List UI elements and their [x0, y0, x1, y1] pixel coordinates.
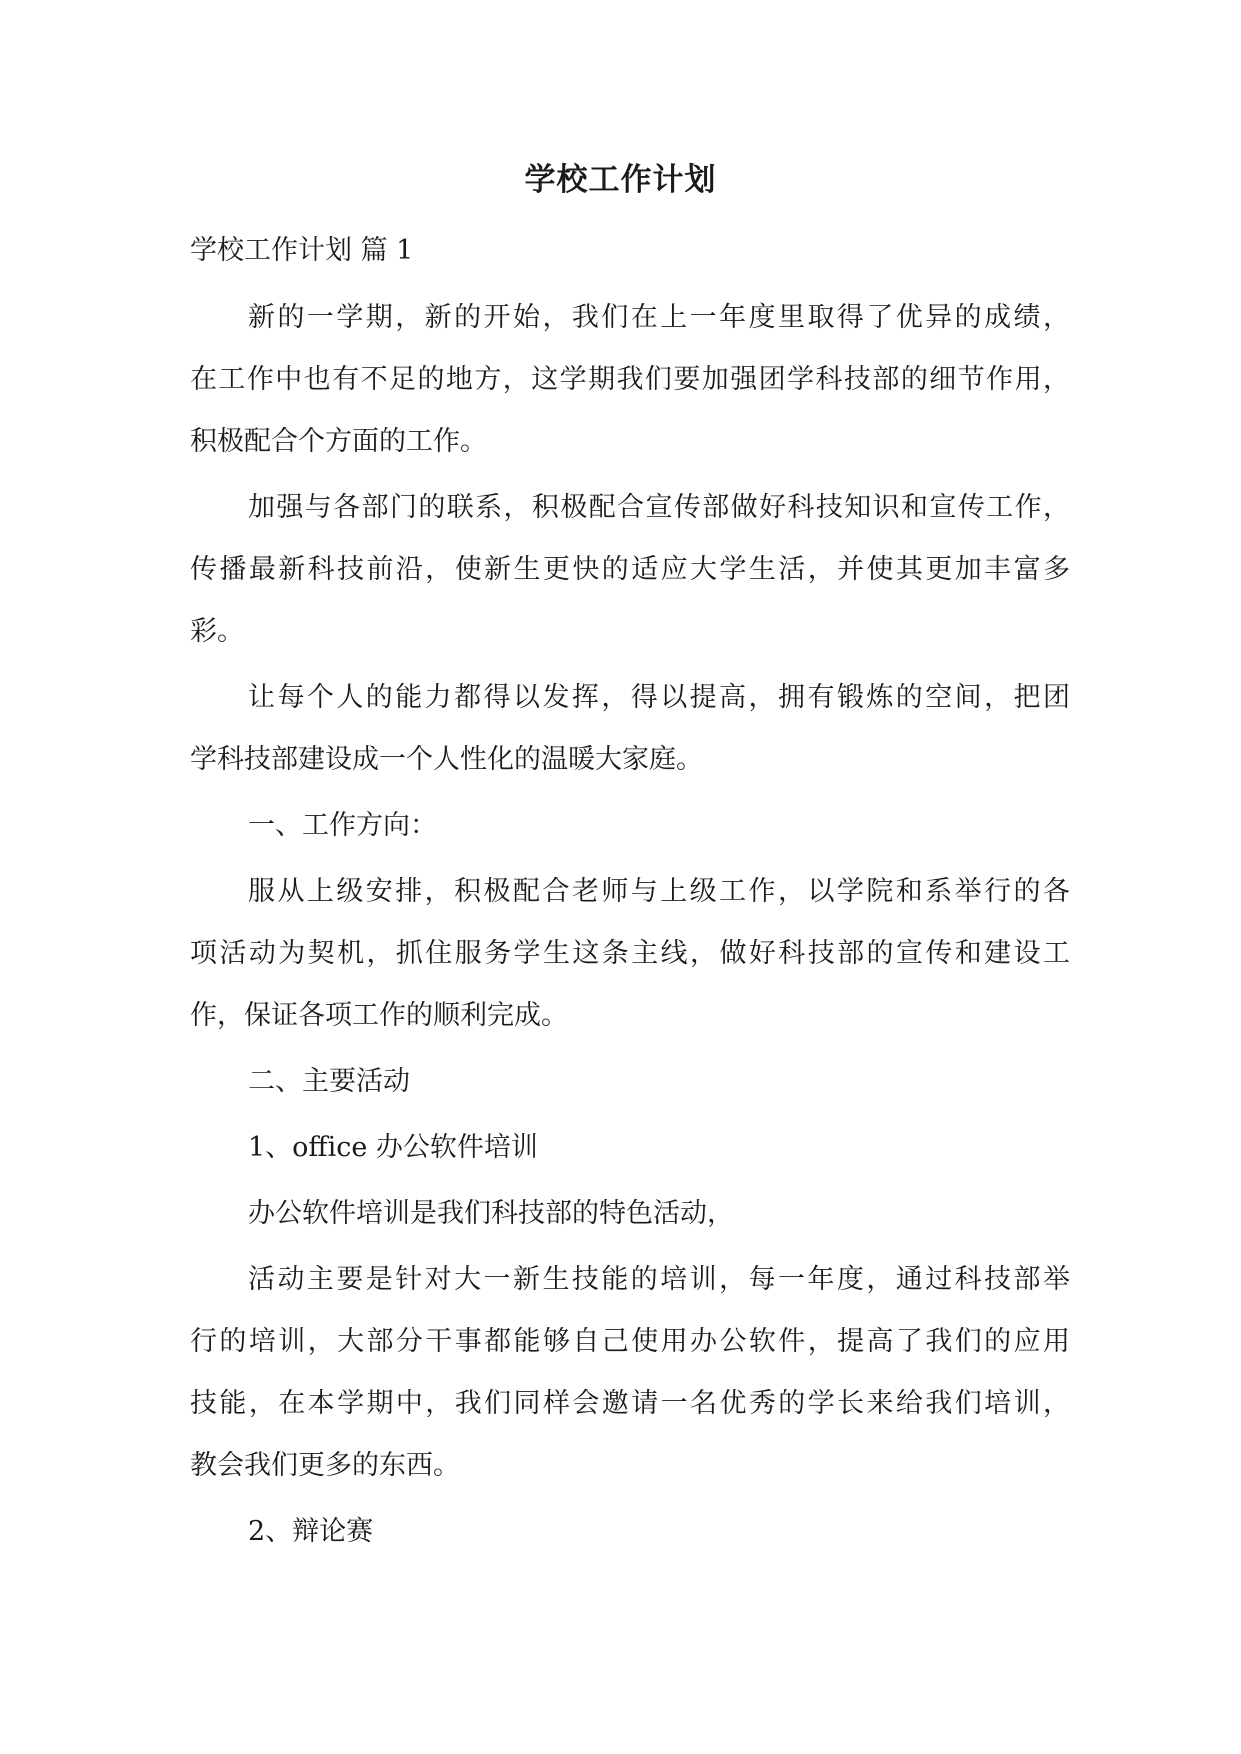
subsection-heading: 1、office 办公软件培训	[248, 1132, 538, 1163]
paragraph-line: 在工作中也有不足的地方，这学期我们要加强团学科技部的细节作用，	[190, 364, 1070, 395]
document-subtitle: 学校工作计划 篇 1	[190, 235, 414, 266]
paragraph-line: 项活动为契机，抓住服务学生这条主线，做好科技部的宣传和建设工	[190, 938, 1070, 969]
paragraph-line: 加强与各部门的联系，积极配合宣传部做好科技知识和宣传工作，	[248, 492, 1070, 523]
paragraph-line: 学科技部建设成一个人性化的温暖大家庭。	[190, 744, 703, 775]
paragraph-line: 积极配合个方面的工作。	[190, 426, 487, 457]
paragraph-line: 技能，在本学期中，我们同样会邀请一名优秀的学长来给我们培训，	[190, 1388, 1070, 1419]
section-heading: 一、工作方向：	[248, 810, 437, 841]
paragraph-line: 教会我们更多的东西。	[190, 1450, 460, 1481]
paragraph-line: 办公软件培训是我们科技部的特色活动，	[248, 1198, 734, 1229]
paragraph-line: 彩。	[190, 616, 244, 647]
paragraph-line: 让每个人的能力都得以发挥，得以提高，拥有锻炼的空间，把团	[248, 682, 1070, 713]
subsection-heading: 2、辩论赛	[248, 1516, 374, 1547]
section-heading: 二、主要活动	[248, 1066, 410, 1097]
paragraph-line: 服从上级安排，积极配合老师与上级工作，以学院和系举行的各	[248, 876, 1070, 907]
paragraph-line: 新的一学期，新的开始，我们在上一年度里取得了优异的成绩，	[248, 302, 1070, 333]
paragraph-line: 传播最新科技前沿，使新生更快的适应大学生活，并使其更加丰富多	[190, 554, 1070, 585]
paragraph-line: 行的培训，大部分干事都能够自己使用办公软件，提高了我们的应用	[190, 1326, 1070, 1357]
paragraph-line: 活动主要是针对大一新生技能的培训，每一年度，通过科技部举	[248, 1264, 1070, 1295]
paragraph-line: 作，保证各项工作的顺利完成。	[190, 1000, 568, 1031]
document-title: 学校工作计划	[524, 162, 717, 198]
